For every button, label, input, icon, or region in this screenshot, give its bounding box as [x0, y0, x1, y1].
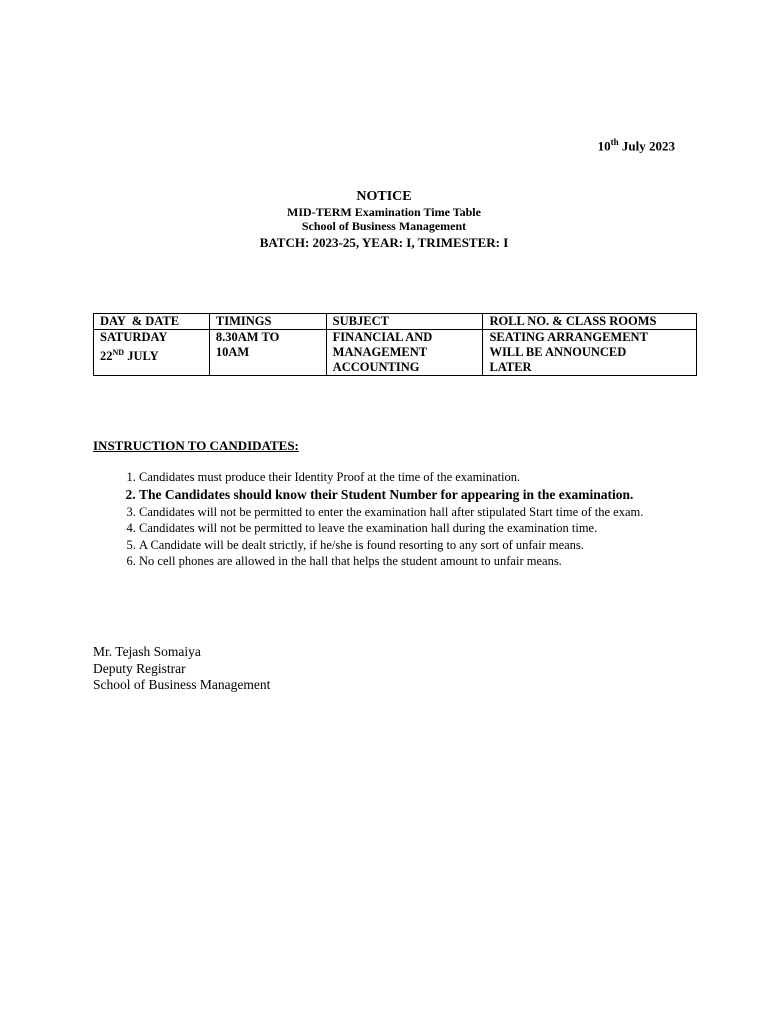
signatory-school: School of Business Management	[93, 677, 271, 692]
subject-line-1: FINANCIAL AND	[332, 330, 433, 344]
list-item: 5. A Candidate will be dealt strictly, if he/she is found resorting to any sort of unfair means.	[139, 537, 675, 554]
header-rooms: ROLL NO. & CLASS ROOMS	[483, 314, 697, 330]
date-month: JULY	[124, 349, 159, 364]
cell-subject	[326, 330, 483, 376]
timetable	[93, 313, 697, 376]
date-num: 22	[100, 349, 113, 364]
list-item: 3. Candidates will not be permitted to enter the examination hall after stipulated Start time of the exam.	[139, 504, 675, 521]
date-suffix: th	[610, 137, 619, 147]
date-num-suffix: ND	[112, 348, 125, 357]
rooms-line-3: LATER	[489, 360, 532, 374]
notice-date	[598, 137, 675, 154]
list-item: 6. No cell phones are allowed in the hall that helps the student amount to unfair means.	[139, 553, 675, 570]
notice-title: NOTICE	[356, 189, 412, 204]
cell-day: SATURDAY	[100, 330, 168, 344]
date-rest: July 2023	[618, 138, 675, 154]
header-subject: SUBJECT	[326, 314, 483, 330]
subject-line-2: MANAGEMENT	[332, 345, 428, 359]
signatory-name: Mr. Tejash Somaiya	[93, 644, 201, 659]
rooms-line-2: WILL BE ANNOUNCED	[489, 345, 627, 359]
cell-rooms	[483, 330, 697, 376]
date-day: 10	[597, 138, 611, 154]
signature-block	[93, 644, 270, 694]
header-day-date: DAY & DATE	[94, 314, 210, 330]
instructions-title: INSTRUCTION TO CANDIDATES:	[93, 438, 299, 453]
school-name: School of Business Management	[301, 219, 467, 233]
table-header-row	[94, 314, 697, 330]
batch-info: BATCH: 2023-25, YEAR: I, TRIMESTER: I	[259, 235, 509, 250]
subject-line-3: ACCOUNTING	[332, 360, 420, 374]
table-row	[94, 330, 697, 376]
rooms-line-1: SEATING ARRANGEMENT	[489, 330, 648, 344]
list-item: 4. Candidates will not be permitted to leave the examination hall during the examination time.	[139, 520, 675, 537]
cell-date	[100, 345, 203, 364]
signatory-designation: Deputy Registrar	[93, 660, 186, 676]
exam-title: MID-TERM Examination Time Table	[287, 205, 481, 219]
cell-day-date	[94, 330, 210, 376]
cell-timings	[209, 330, 326, 376]
header-timings: TIMINGS	[209, 314, 326, 330]
timings-line-2: 10AM	[215, 345, 250, 359]
list-item: 1. Candidates must produce their Identity Proof at the time of the examination.	[139, 469, 675, 486]
instructions-list	[93, 469, 675, 570]
timings-line-1: 8.30AM TO	[215, 330, 280, 344]
list-item: 2. The Candidates should know their Student Number for appearing in the examination.	[139, 486, 675, 504]
notice-heading	[0, 188, 768, 251]
